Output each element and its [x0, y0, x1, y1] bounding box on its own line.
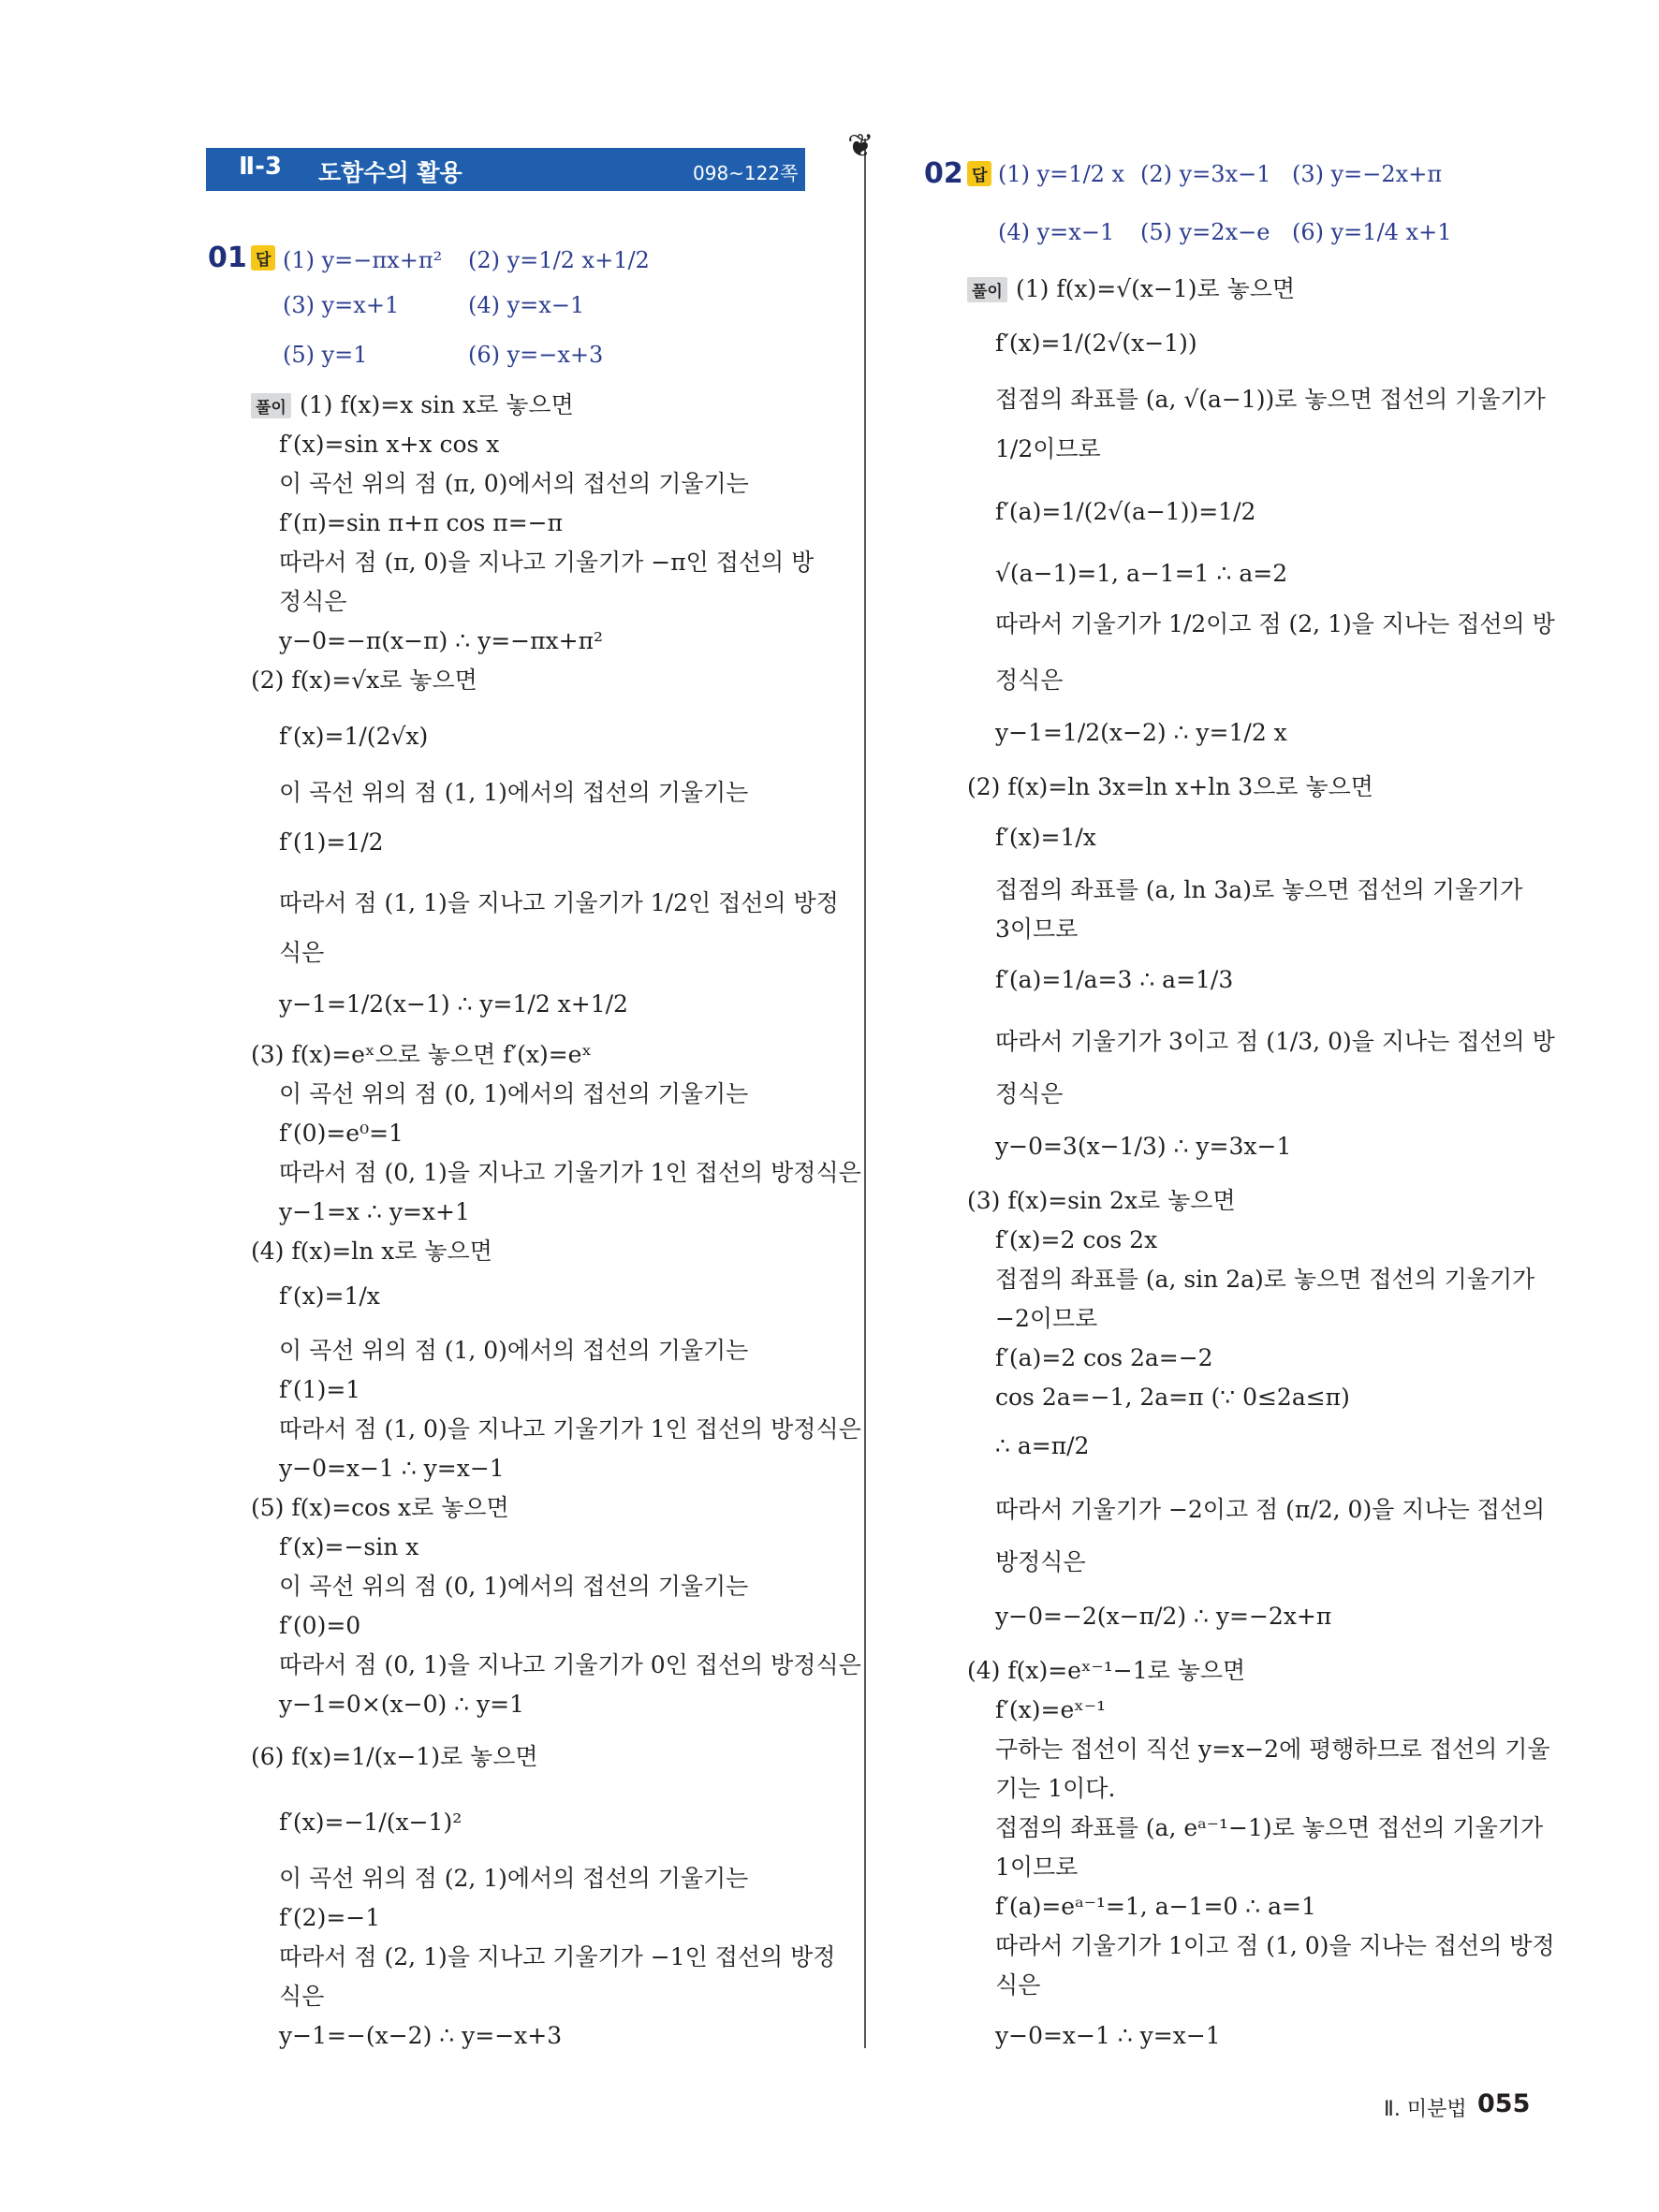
solution-line: f′(a)=1/(2√(a−1))=1/2 — [995, 498, 1256, 525]
solution-line: f′(a)=eᵃ⁻¹=1, a−1=0 ∴ a=1 — [995, 1893, 1316, 1920]
solution-line: 따라서 기울기가 −2이고 점 (π/2, 0)을 지나는 접선의 — [995, 1496, 1546, 1523]
solution-line: 따라서 점 (π, 0)을 지나고 기울기가 −π인 접선의 방 — [279, 549, 815, 576]
solution-line: f′(x)=1/x — [279, 1282, 380, 1310]
chapter-tag: Ⅱ-3 — [239, 153, 283, 181]
solution-line: √(a−1)=1, a−1=1 ∴ a=2 — [995, 560, 1288, 587]
solution-line: y−0=−2(x−π/2) ∴ y=−2x+π — [995, 1603, 1332, 1630]
solution-line: 이 곡선 위의 점 (1, 0)에서의 접선의 기울기는 — [279, 1337, 749, 1364]
solution-line: 식은 — [995, 1971, 1041, 1999]
solution-line: 1이므로 — [995, 1853, 1079, 1881]
solution-line: 따라서 기울기가 3이고 점 (1/3, 0)을 지나는 접선의 방 — [995, 1028, 1555, 1055]
solution-line: y−1=−(x−2) ∴ y=−x+3 — [279, 2022, 563, 2049]
answer-item: (3) y=x+1 — [283, 292, 400, 318]
solution-line: (5) f(x)=cos x로 놓으면 — [251, 1494, 509, 1521]
solution-line: 기는 1이다. — [995, 1775, 1116, 1802]
solution-line: f′(x)=−sin x — [279, 1533, 419, 1560]
solution-line: f′(0)=0 — [279, 1612, 361, 1639]
solution-line: 정식은 — [995, 667, 1064, 694]
solution-line: 따라서 기울기가 1이고 점 (1, 0)을 지나는 접선의 방정 — [995, 1932, 1555, 1959]
solution-line: 따라서 점 (0, 1)을 지나고 기울기가 0인 접선의 방정식은 — [279, 1651, 861, 1678]
solution-line: 식은 — [279, 939, 325, 966]
solution-line: f′(a)=1/a=3 ∴ a=1/3 — [995, 966, 1234, 993]
solution-line: f′(x)=1/(2√(x−1)) — [995, 330, 1197, 357]
solution-line: f′(2)=−1 — [279, 1904, 381, 1931]
solution-line: (1) f(x)=√(x−1)로 놓으면 — [1016, 275, 1296, 302]
solution-line: (3) f(x)=sin 2x로 놓으면 — [967, 1187, 1236, 1214]
solution-line: 방정식은 — [995, 1548, 1086, 1575]
answer-item: (6) y=−x+3 — [468, 342, 604, 368]
solution-line: f′(x)=1/x — [995, 824, 1096, 851]
solution-line: 따라서 점 (2, 1)을 지나고 기울기가 −1인 접선의 방정 — [279, 1943, 836, 1970]
solution-line: f′(x)=sin x+x cos x — [279, 431, 500, 458]
solution-line: 정식은 — [995, 1080, 1064, 1107]
answer-item: (2) y=1/2 x+1/2 — [468, 247, 650, 273]
solution-line: f′(1)=1 — [279, 1376, 361, 1403]
chapter-title: 도함수의 활용 — [318, 159, 462, 186]
solution-line: y−1=1/2(x−2) ∴ y=1/2 x — [995, 719, 1287, 746]
solution-line: f′(x)=−1/(x−1)² — [279, 1809, 462, 1836]
answer-item: (1) y=−πx+π² — [283, 247, 443, 273]
question-number: 01 — [208, 242, 247, 274]
solution-line: (6) f(x)=1/(x−1)로 놓으면 — [251, 1743, 538, 1770]
solution-line: 구하는 접선이 직선 y=x−2에 평행하므로 접선의 기울 — [995, 1736, 1550, 1763]
page-number: 055 — [1477, 2089, 1531, 2118]
solution-line: 이 곡선 위의 점 (2, 1)에서의 접선의 기울기는 — [279, 1865, 749, 1892]
solution-line: f′(a)=2 cos 2a=−2 — [995, 1344, 1213, 1371]
solution-line: f′(π)=sin π+π cos π=−π — [279, 509, 564, 536]
solution-line: f′(1)=1/2 — [279, 828, 384, 856]
solution-line: 3이므로 — [995, 916, 1079, 943]
solution-line: y−1=x ∴ y=x+1 — [279, 1198, 470, 1225]
column-divider — [864, 139, 866, 2048]
answer-item: (4) y=x−1 — [998, 219, 1115, 245]
solution-line: y−0=3(x−1/3) ∴ y=3x−1 — [995, 1133, 1292, 1160]
answer-badge: 답 — [967, 161, 991, 186]
solution-line: f′(x)=eˣ⁻¹ — [995, 1696, 1107, 1723]
solution-line: (3) f(x)=eˣ으로 놓으면 f′(x)=eˣ — [251, 1041, 593, 1068]
solution-badge: 풀이 — [967, 277, 1007, 302]
page-range: 098~122쪽 — [693, 162, 799, 184]
answer-item: (2) y=3x−1 — [1140, 161, 1271, 187]
solution-line: f′(x)=2 cos 2x — [995, 1226, 1158, 1253]
solution-line: 이 곡선 위의 점 (1, 1)에서의 접선의 기울기는 — [279, 779, 749, 806]
answer-item: (4) y=x−1 — [468, 292, 585, 318]
solution-line: cos 2a=−1, 2a=π (∵ 0≤2a≤π) — [995, 1384, 1350, 1411]
question-number: 02 — [924, 157, 963, 190]
answer-item: (1) y=1/2 x — [998, 161, 1125, 187]
solution-line: 따라서 점 (1, 0)을 지나고 기울기가 1인 접선의 방정식은 — [279, 1415, 861, 1443]
solution-line: (4) f(x)=ln x로 놓으면 — [251, 1238, 492, 1265]
solution-line: (1) f(x)=x sin x로 놓으면 — [300, 391, 574, 418]
solution-line: f′(x)=1/(2√x) — [279, 723, 429, 750]
solution-line: 접점의 좌표를 (a, sin 2a)로 놓으면 접선의 기울기가 — [995, 1266, 1535, 1293]
solution-line: 이 곡선 위의 점 (π, 0)에서의 접선의 기울기는 — [279, 470, 749, 497]
solution-line: y−0=−π(x−π) ∴ y=−πx+π² — [279, 627, 604, 654]
solution-line: 식은 — [279, 1983, 325, 2010]
solution-line: 따라서 점 (1, 1)을 지나고 기울기가 1/2인 접선의 방정 — [279, 889, 839, 916]
solution-line: y−0=x−1 ∴ y=x−1 — [279, 1455, 505, 1482]
solution-line: 정식은 — [279, 588, 347, 615]
answer-item: (6) y=1/4 x+1 — [1292, 219, 1452, 245]
answer-badge: 답 — [251, 245, 275, 271]
solution-line: 이 곡선 위의 점 (0, 1)에서의 접선의 기울기는 — [279, 1573, 749, 1600]
solution-line: 접점의 좌표를 (a, √(a−1))로 놓으면 접선의 기울기가 — [995, 386, 1546, 413]
answer-item: (3) y=−2x+π — [1292, 161, 1443, 187]
solution-line: −2이므로 — [995, 1305, 1098, 1332]
solution-line: 접점의 좌표를 (a, ln 3a)로 놓으면 접선의 기울기가 — [995, 876, 1523, 903]
solution-badge: 풀이 — [251, 393, 291, 418]
footer-section: Ⅱ. 미분법 — [1384, 2098, 1467, 2121]
solution-line: y−1=0×(x−0) ∴ y=1 — [279, 1691, 525, 1718]
solution-line: y−0=x−1 ∴ y=x−1 — [995, 2022, 1221, 2049]
solution-line: 따라서 점 (0, 1)을 지나고 기울기가 1인 접선의 방정식은 — [279, 1159, 861, 1186]
solution-line: 1/2이므로 — [995, 435, 1101, 462]
solution-line: (4) f(x)=eˣ⁻¹−1로 놓으면 — [967, 1657, 1246, 1684]
solution-line: 이 곡선 위의 점 (0, 1)에서의 접선의 기울기는 — [279, 1080, 749, 1107]
fleur-icon: ❦ — [847, 127, 874, 165]
answer-item: (5) y=1 — [283, 342, 368, 368]
answer-item: (5) y=2x−e — [1140, 219, 1270, 245]
solution-line: (2) f(x)=√x로 놓으면 — [251, 667, 477, 694]
solution-line: ∴ a=π/2 — [995, 1432, 1090, 1459]
solution-line: y−1=1/2(x−1) ∴ y=1/2 x+1/2 — [279, 990, 628, 1018]
solution-line: 접점의 좌표를 (a, eᵃ⁻¹−1)로 놓으면 접선의 기울기가 — [995, 1814, 1544, 1841]
solution-line: (2) f(x)=ln 3x=ln x+ln 3으로 놓으면 — [967, 773, 1373, 800]
solution-line: f′(0)=e⁰=1 — [279, 1120, 404, 1147]
solution-line: 따라서 기울기가 1/2이고 점 (2, 1)을 지나는 접선의 방 — [995, 610, 1555, 637]
